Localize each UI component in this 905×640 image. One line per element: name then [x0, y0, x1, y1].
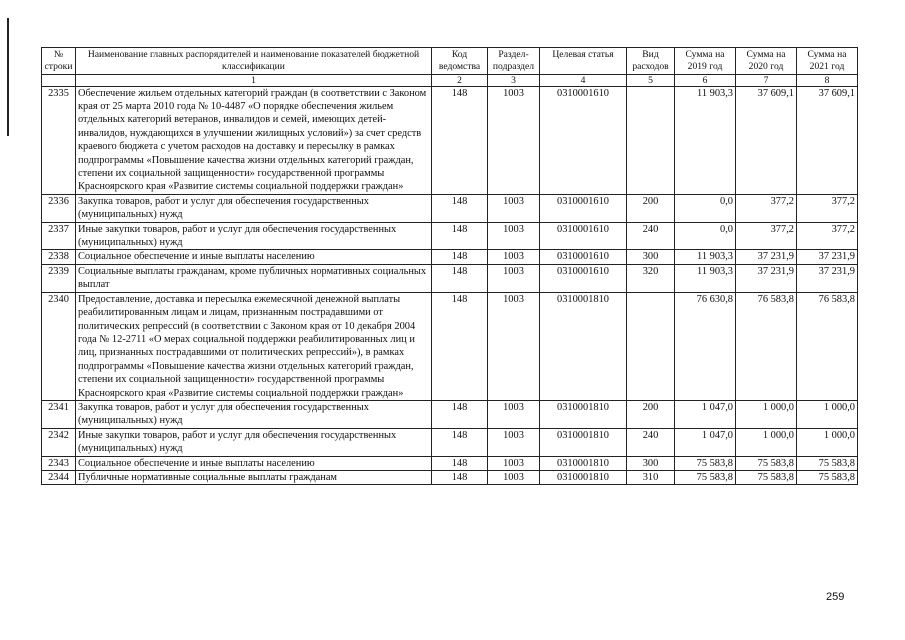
dept-code: 148: [432, 194, 488, 222]
sum-2021: 75 583,8: [797, 470, 858, 484]
sum-2020: 37 231,9: [736, 264, 797, 292]
row-number: 2340: [42, 292, 76, 400]
column-number: 6: [675, 74, 736, 86]
header-row-number: № строки: [42, 48, 76, 75]
table-header-row: [42, 48, 858, 75]
header-expense-type: Вид расходов: [627, 48, 675, 75]
section-code: 1003: [488, 250, 540, 264]
sum-2019: 11 903,3: [675, 86, 736, 194]
sum-2019: 75 583,8: [675, 456, 736, 470]
header-sum-2019: Сумма на 2019 год: [675, 48, 736, 75]
header-section: Раздел-подраздел: [488, 48, 540, 75]
target-article: 0310001810: [540, 400, 627, 428]
sum-2019: 11 903,3: [675, 250, 736, 264]
header-sum-2020: Сумма на 2020 год: [736, 48, 797, 75]
row-number: 2339: [42, 264, 76, 292]
expense-type: 240: [627, 222, 675, 250]
dept-code: 148: [432, 400, 488, 428]
expense-type: 200: [627, 400, 675, 428]
sum-2021: 1 000,0: [797, 428, 858, 456]
sum-2019: 75 583,8: [675, 470, 736, 484]
sum-2020: 75 583,8: [736, 470, 797, 484]
sum-2020: 377,2: [736, 194, 797, 222]
target-article: 0310001810: [540, 470, 627, 484]
column-number: 8: [797, 74, 858, 86]
expense-type: [627, 86, 675, 194]
dept-code: 148: [432, 470, 488, 484]
sum-2019: 11 903,3: [675, 264, 736, 292]
target-article: 0310001610: [540, 194, 627, 222]
target-article: 0310001610: [540, 250, 627, 264]
expense-type: 200: [627, 194, 675, 222]
section-code: 1003: [488, 400, 540, 428]
table-row: [42, 264, 858, 292]
sum-2020: 37 231,9: [736, 250, 797, 264]
row-name: Иные закупки товаров, работ и услуг для обеспечения государственных (муниципальных) нужд: [76, 222, 432, 250]
dept-code: 148: [432, 428, 488, 456]
table-row: [42, 250, 858, 264]
dept-code: 148: [432, 456, 488, 470]
sum-2019: 1 047,0: [675, 400, 736, 428]
row-name: Закупка товаров, работ и услуг для обеспечения государственных (муниципальных) нужд: [76, 400, 432, 428]
column-number-row: [42, 74, 858, 86]
sum-2021: 377,2: [797, 194, 858, 222]
table-row: [42, 400, 858, 428]
sum-2019: 0,0: [675, 194, 736, 222]
table-row: [42, 222, 858, 250]
row-name: Публичные нормативные социальные выплаты гражданам: [76, 470, 432, 484]
dept-code: 148: [432, 264, 488, 292]
expense-type: 320: [627, 264, 675, 292]
dept-code: 148: [432, 86, 488, 194]
section-code: 1003: [488, 264, 540, 292]
row-name: Закупка товаров, работ и услуг для обеспечения государственных (муниципальных) нужд: [76, 194, 432, 222]
sum-2021: 37 231,9: [797, 264, 858, 292]
column-number: 3: [488, 74, 540, 86]
column-number: 2: [432, 74, 488, 86]
row-name: Иные закупки товаров, работ и услуг для обеспечения государственных (муниципальных) нужд: [76, 428, 432, 456]
sum-2019: 76 630,8: [675, 292, 736, 400]
dept-code: 148: [432, 250, 488, 264]
scan-edge-mark: [7, 18, 9, 136]
target-article: 0310001610: [540, 222, 627, 250]
row-number: 2335: [42, 86, 76, 194]
table-row: [42, 470, 858, 484]
row-name: Предоставление, доставка и пересылка ежемесячной денежной выплаты реабилитированным лицам и лицам, признанным пострадавшими от политических репрессий (в соответствии с Законом края от 10 декабря 2004 года № 12-2711 «О мерах социальной поддержки реабилитированных лиц и лиц, признанных пострадавшими от политических репрессий»), в рамках подпрограммы «Повышение качества жизни отдельных категорий граждан, степени их социальной защищенности» государственной программы Красноярского края «Развитие системы социальной поддержки граждан»: [76, 292, 432, 400]
sum-2021: 37 609,1: [797, 86, 858, 194]
expense-type: 300: [627, 456, 675, 470]
section-code: 1003: [488, 470, 540, 484]
row-name: Социальное обеспечение и иные выплаты населению: [76, 456, 432, 470]
sum-2020: 1 000,0: [736, 428, 797, 456]
header-name: Наименование главных распорядителей и наименование показателей бюджетной классификации: [76, 48, 432, 75]
expense-type: 240: [627, 428, 675, 456]
target-article: 0310001810: [540, 292, 627, 400]
sum-2021: 75 583,8: [797, 456, 858, 470]
sum-2020: 76 583,8: [736, 292, 797, 400]
row-number: 2341: [42, 400, 76, 428]
budget-table: [41, 47, 858, 485]
sum-2020: 1 000,0: [736, 400, 797, 428]
sum-2020: 377,2: [736, 222, 797, 250]
section-code: 1003: [488, 222, 540, 250]
row-number: 2343: [42, 456, 76, 470]
row-name: Социальное обеспечение и иные выплаты населению: [76, 250, 432, 264]
header-target-article: Целевая статья: [540, 48, 627, 75]
target-article: 0310001610: [540, 86, 627, 194]
section-code: 1003: [488, 428, 540, 456]
row-number: 2337: [42, 222, 76, 250]
section-code: 1003: [488, 292, 540, 400]
row-name: Обеспечение жильем отдельных категорий граждан (в соответствии с Законом края от 25 марта 2010 года № 10-4487 «О порядке обеспечения жильем отдельных категорий ветеранов, инвалидов и семей, имеющих детей-инвалидов, нуждающихся в улучшении жилищных условий») за счет средств краевого бюджета с учетом расходов на доставку и пересылку в рамках подпрограммы «Повышение качества жизни отдельных категорий граждан, степени их социальной защищенности» государственной программы Красноярского края «Развитие системы социальной поддержки граждан»: [76, 86, 432, 194]
sum-2019: 0,0: [675, 222, 736, 250]
expense-type: 300: [627, 250, 675, 264]
table-row: [42, 292, 858, 400]
row-number: 2342: [42, 428, 76, 456]
sum-2019: 1 047,0: [675, 428, 736, 456]
row-number: 2338: [42, 250, 76, 264]
sum-2021: 377,2: [797, 222, 858, 250]
table-row: [42, 194, 858, 222]
expense-type: [627, 292, 675, 400]
column-number: 5: [627, 74, 675, 86]
column-number: 4: [540, 74, 627, 86]
dept-code: 148: [432, 292, 488, 400]
section-code: 1003: [488, 456, 540, 470]
column-number-blank: [42, 74, 76, 86]
header-sum-2021: Сумма на 2021 год: [797, 48, 858, 75]
table-row: [42, 428, 858, 456]
target-article: 0310001810: [540, 456, 627, 470]
row-number: 2344: [42, 470, 76, 484]
column-number: 1: [76, 74, 432, 86]
sum-2020: 75 583,8: [736, 456, 797, 470]
section-code: 1003: [488, 86, 540, 194]
section-code: 1003: [488, 194, 540, 222]
sum-2020: 37 609,1: [736, 86, 797, 194]
target-article: 0310001810: [540, 428, 627, 456]
row-name: Социальные выплаты гражданам, кроме публичных нормативных социальных выплат: [76, 264, 432, 292]
sum-2021: 1 000,0: [797, 400, 858, 428]
row-number: 2336: [42, 194, 76, 222]
expense-type: 310: [627, 470, 675, 484]
target-article: 0310001610: [540, 264, 627, 292]
table-row: [42, 456, 858, 470]
page-number: 259: [826, 591, 845, 603]
dept-code: 148: [432, 222, 488, 250]
table-row: [42, 86, 858, 194]
column-number: 7: [736, 74, 797, 86]
sum-2021: 37 231,9: [797, 250, 858, 264]
sum-2021: 76 583,8: [797, 292, 858, 400]
header-dept-code: Код ведомства: [432, 48, 488, 75]
